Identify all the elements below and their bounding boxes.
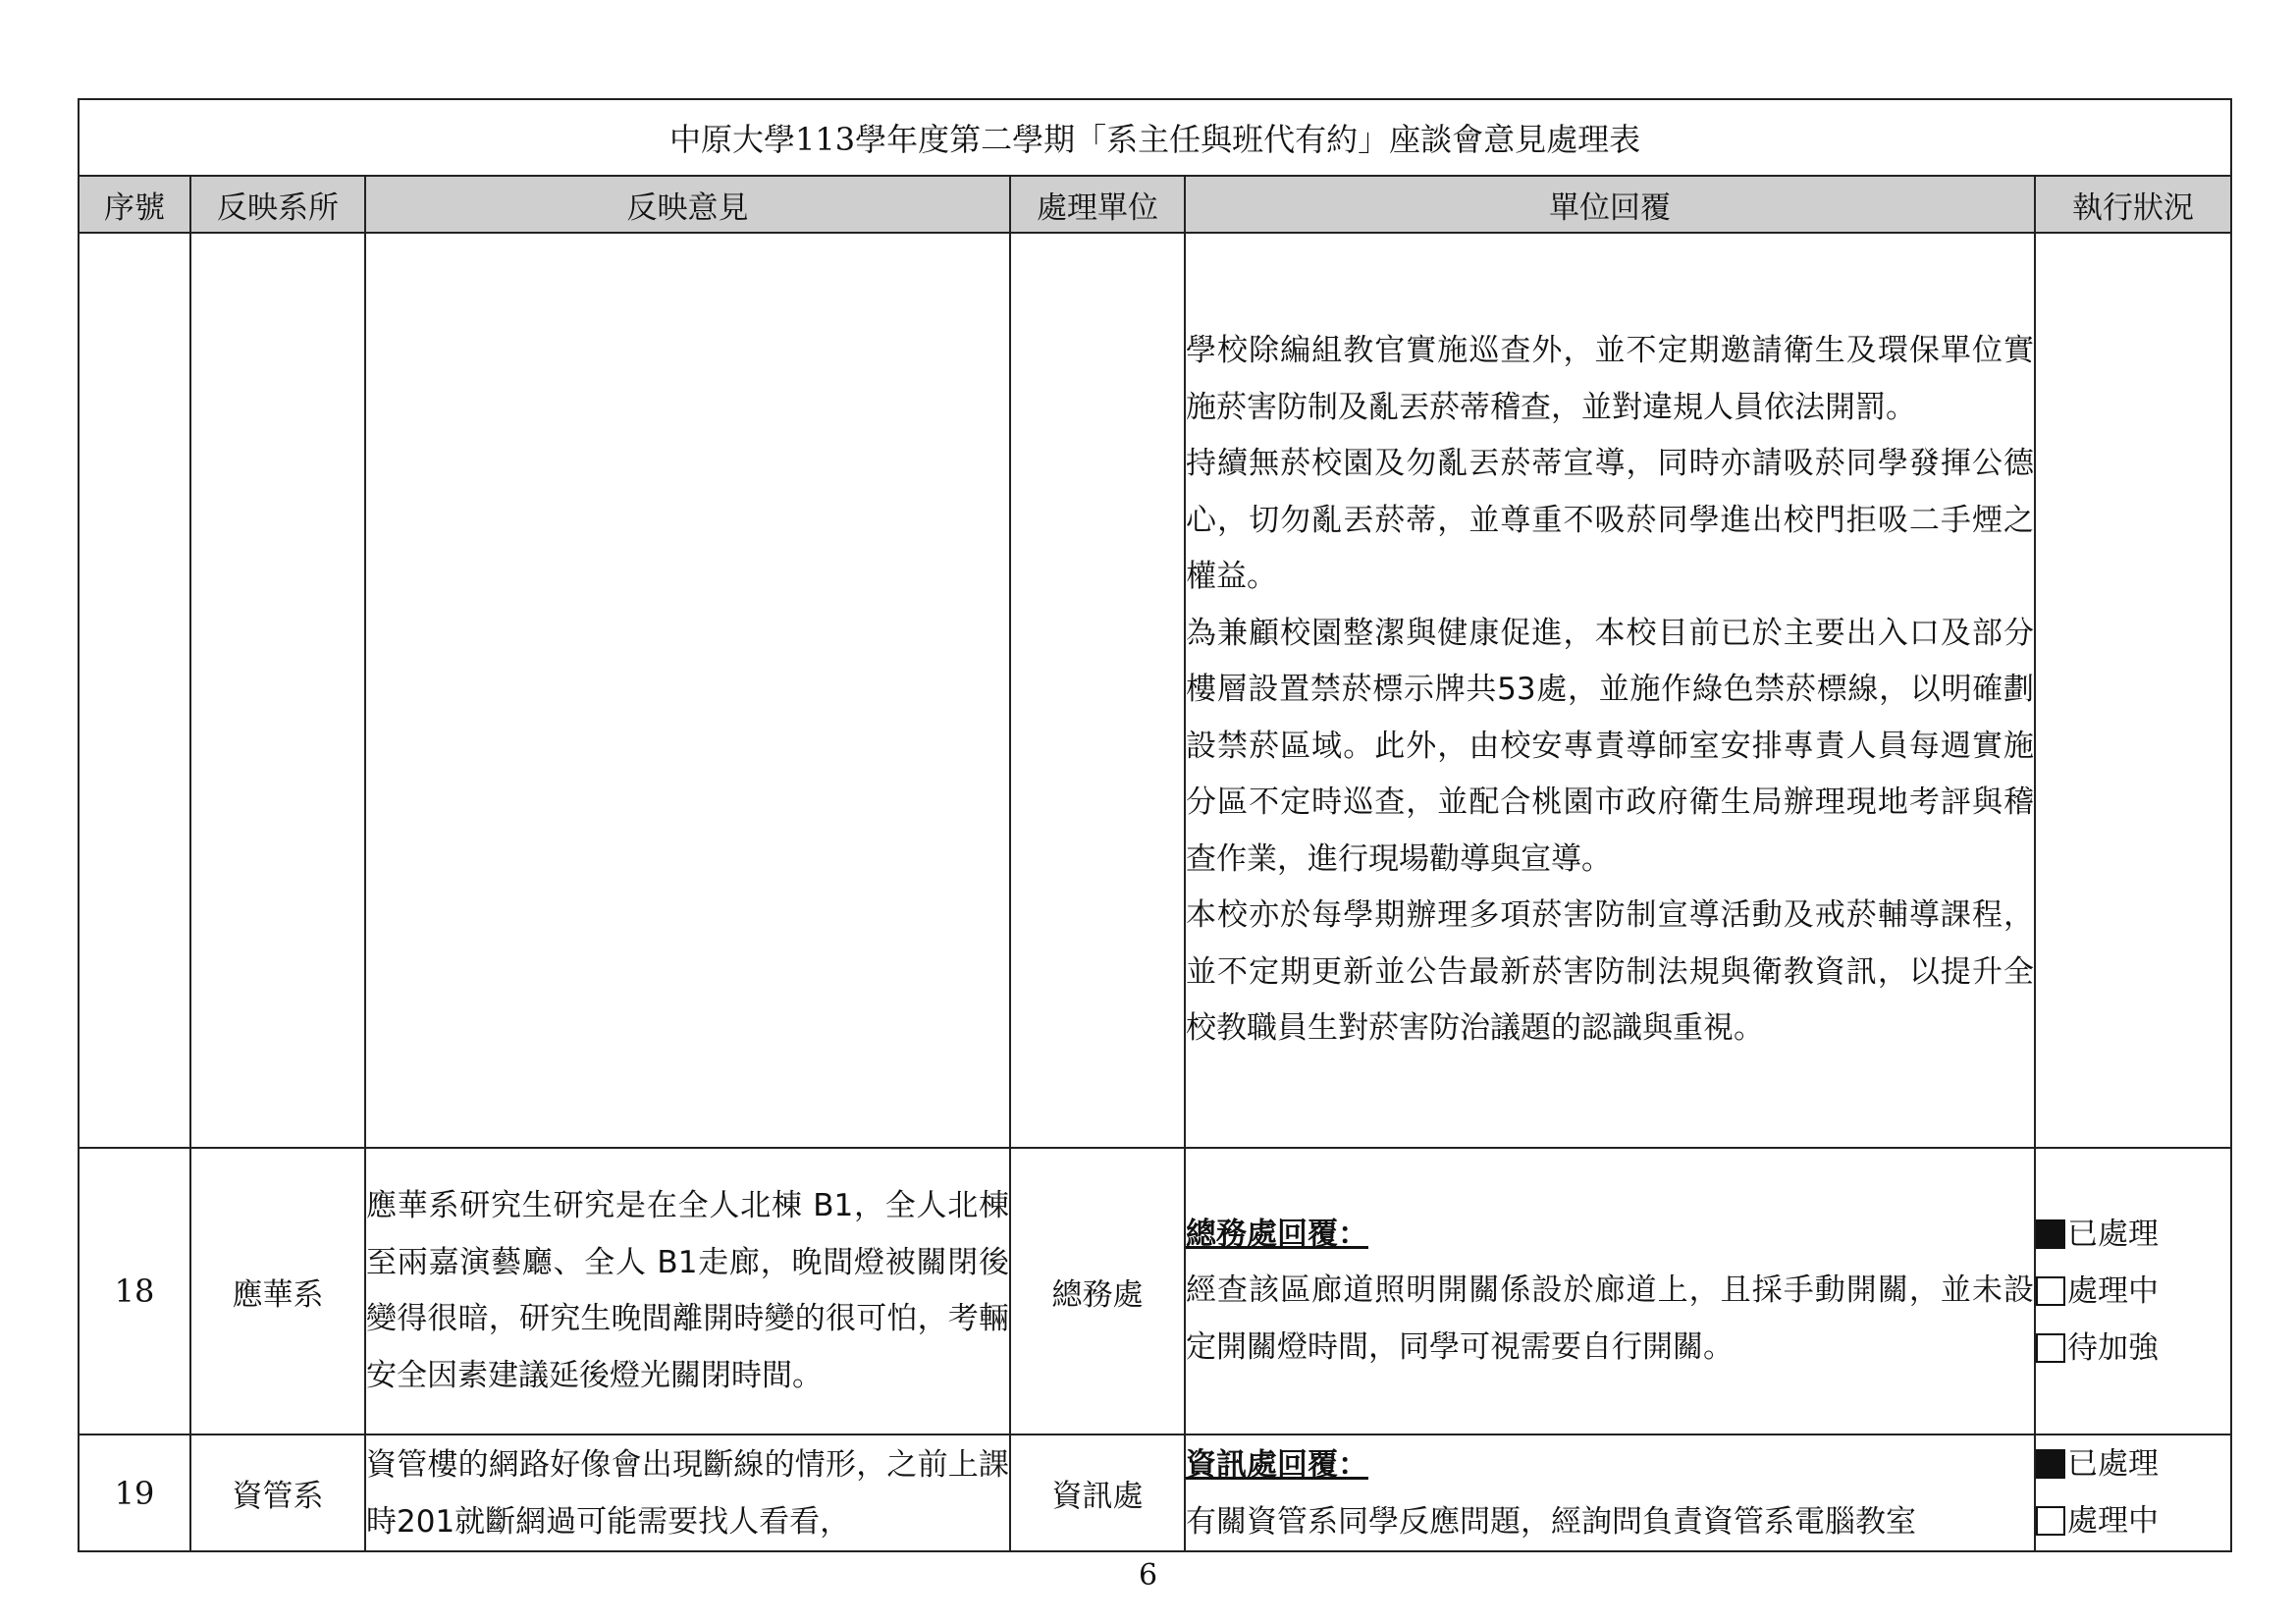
status-label: 已處理	[2067, 1217, 2159, 1252]
opinion-cell	[365, 233, 1010, 1148]
status-option[interactable]	[2036, 1263, 2230, 1320]
status-label: 已處理	[2067, 1446, 2159, 1482]
status-option[interactable]	[2036, 1206, 2230, 1263]
opinion-text: 應華系研究生研究是在全人北棟 B1，全人北棟至兩嘉演藝廳、全人 B1走廊，晚間燈被關閉後變得很暗，研究生晚間離開時變的很可怕，考輛安全因素建議延後燈光關閉時間。	[366, 1188, 1009, 1393]
response-paragraph: 本校亦於每學期辦理多項菸害防制宣導活動及戒菸輔導課程，並不定期更新並公告最新菸害防制法規與衛教資訊，以提升全校教職員生對菸害防治議題的認識與重視。	[1186, 897, 2034, 1047]
response-paragraph: 經查該區廊道照明開關係設於廊道上，且採手動開關，並未設定開關燈時間，同學可視需要自行開關。	[1186, 1272, 2034, 1365]
status-option[interactable]	[2036, 1492, 2230, 1549]
response-cell	[1185, 1435, 2035, 1551]
header-row	[79, 176, 2231, 233]
response-cell	[1185, 1148, 2035, 1435]
checked-box-icon	[2036, 1449, 2065, 1479]
unit-cell	[1010, 233, 1185, 1148]
unchecked-box-icon	[2036, 1276, 2065, 1306]
table-row	[79, 1148, 2231, 1435]
seq-cell	[79, 233, 190, 1148]
status-label: 待加強	[2067, 1330, 2159, 1366]
seq-cell: 19	[79, 1435, 190, 1551]
header-status: 執行狀況	[2035, 176, 2231, 233]
unchecked-box-icon	[2036, 1506, 2065, 1536]
opinion-table	[78, 98, 2232, 1552]
table-row	[79, 1435, 2231, 1551]
table-title: 中原大學113學年度第二學期「系主任與班代有約」座談會意見處理表	[79, 99, 2231, 176]
status-option[interactable]	[2036, 1435, 2230, 1492]
opinion-cell	[365, 1148, 1010, 1435]
header-seq: 序號	[79, 176, 190, 233]
unchecked-box-icon	[2036, 1333, 2065, 1363]
response-cell	[1185, 233, 2035, 1148]
checked-box-icon	[2036, 1219, 2065, 1249]
response-paragraph: 為兼顧校園整潔與健康促進，本校目前已於主要出入口及部分樓層設置禁菸標示牌共53處，並施作綠色禁菸標線，以明確劃設禁菸區域。此外，由校安專責導師室安排專責人員每週實施分區不定時巡查，並配合桃園市政府衛生局辦理現地考評與稽查作業，進行現場勸導與宣導。	[1186, 615, 2034, 877]
status-label: 處理中	[2067, 1503, 2159, 1539]
seq-cell: 18	[79, 1148, 190, 1435]
table-row	[79, 233, 2231, 1148]
status-cell	[2035, 1435, 2231, 1551]
unit-cell: 資訊處	[1010, 1435, 1185, 1551]
page-number: 6	[1138, 1558, 1158, 1593]
status-option[interactable]	[2036, 1320, 2230, 1377]
response-paragraph: 學校除編組教官實施巡查外，並不定期邀請衛生及環保單位實施菸害防制及亂丟菸蒂稽查，並對違規人員依法開罰。	[1186, 333, 2034, 425]
header-opinion: 反映意見	[365, 176, 1010, 233]
response-heading: 資訊處回覆：	[1186, 1447, 1368, 1483]
status-cell	[2035, 233, 2231, 1148]
response-heading: 總務處回覆：	[1186, 1216, 1368, 1252]
opinion-text: 資管樓的網路好像會出現斷線的情形，之前上課時201就斷網過可能需要找人看看，	[366, 1447, 1009, 1540]
header-unit: 處理單位	[1010, 176, 1185, 233]
response-paragraph: 持續無菸校園及勿亂丟菸蒂宣導，同時亦請吸菸同學發揮公德心，切勿亂丟菸蒂，並尊重不吸菸同學進出校門拒吸二手煙之權益。	[1186, 446, 2034, 595]
opinion-cell	[365, 1435, 1010, 1551]
unit-cell: 總務處	[1010, 1148, 1185, 1435]
department-cell: 資管系	[190, 1435, 365, 1551]
response-paragraph: 有關資管系同學反應問題，經詢問負責資管系電腦教室	[1186, 1503, 1916, 1540]
department-cell: 應華系	[190, 1148, 365, 1435]
header-response: 單位回覆	[1185, 176, 2035, 233]
status-cell	[2035, 1148, 2231, 1435]
department-cell	[190, 233, 365, 1148]
status-label: 處理中	[2067, 1273, 2159, 1309]
header-department: 反映系所	[190, 176, 365, 233]
